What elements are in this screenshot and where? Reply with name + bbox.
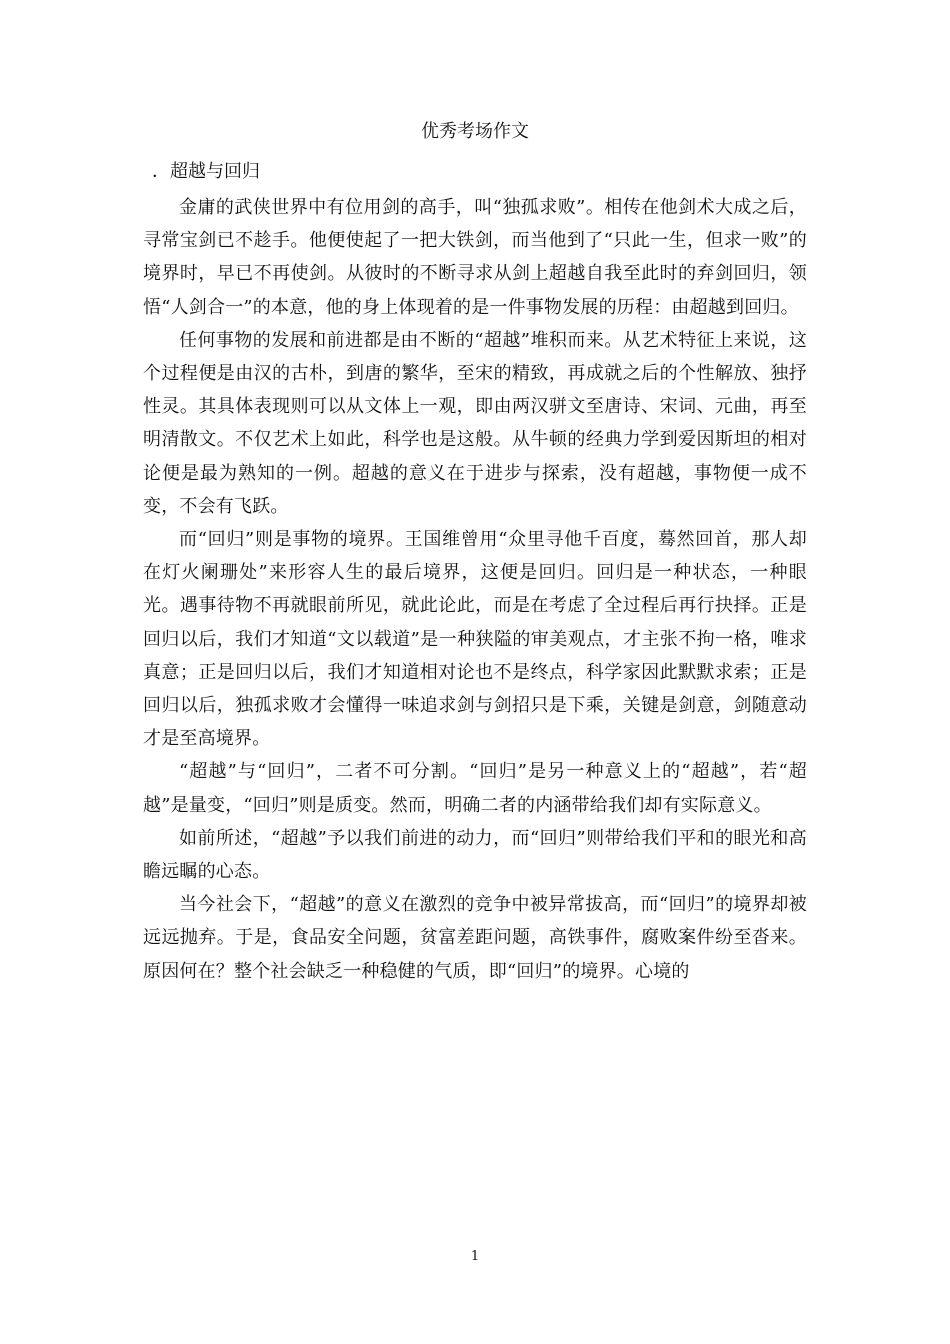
- paragraph: 金庸的武侠世界中有位用剑的高手，叫“独孤求败”。相传在他剑术大成之后，寻常宝剑已不趁手。他便使起了一把大铁剑，而当他到了“只此一生，但求一败”的境界时，早已不再使剑。从彼时的不断寻求从剑上超越自我至此时的弃剑回归，领悟“人剑合一”的本意，他的身上体现着的是一件事物发展的历程：由超越到回归。: [143, 197, 807, 318]
- paragraph: 而“回归”则是事物的境界。王国维曾用“众里寻他千百度，蓦然回首，那人却在灯火阑珊处”来形容人生的最后境界，这便是回归。回归是一种状态，一种眼光。遇事待物不再就眼前所见，就此论此，而是在考虑了全过程后再行抉择。正是回归以后，我们才知道“文以载道”是一种狭隘的审美观点，才主张不拘一格，唯求真意；正是回归以后，我们才知道相对论也不是终点，科学家因此默默求索；正是回归以后，独孤求败才会懂得一味追求剑与剑招只是下乘，关键是剑意，剑随意动才是至高境界。: [143, 529, 807, 750]
- essay-body: [143, 191, 807, 988]
- paragraph: 当今社会下，“超越”的意义在激烈的竞争中被异常拔高，而“回归”的境界却被远远抛弃。于是，食品安全问题，贫富差距问题，高铁事件，腐败案件纷至沓来。原因何在？整个社会缺乏一种稳健的气质，即“回归”的境界。心境的: [143, 894, 807, 982]
- page-number: 1: [470, 1249, 480, 1264]
- paragraph: “超越”与“回归”，二者不可分割。“回归”是另一种意义上的“超越”，若“超越”是量变，“回归”则是质变。然而，明确二者的内涵带给我们却有实际意义。: [143, 761, 807, 816]
- document-title: 优秀考场作文: [421, 121, 529, 142]
- paragraph: 如前所述，“超越”予以我们前进的动力，而“回归”则带给我们平和的眼光和高瞻远瞩的心态。: [143, 827, 807, 883]
- paragraph: 任何事物的发展和前进都是由不断的“超越”堆积而来。从艺术特征上来说，这个过程便是由汉的古朴，到唐的繁华，至宋的精致，再成就之后的个性解放、独抒性灵。其具体表现则可以从文体上一观，即由两汉骈文至唐诗、宋词、元曲，再至明清散文。不仅艺术上如此，科学也是这般。从牛顿的经典力学到爱因斯坦的相对论便是最为熟知的一例。超越的意义在于进步与探索，没有超越，事物便一成不变，不会有飞跃。: [143, 329, 807, 517]
- essay-subtitle: ．超越与回归: [152, 161, 260, 182]
